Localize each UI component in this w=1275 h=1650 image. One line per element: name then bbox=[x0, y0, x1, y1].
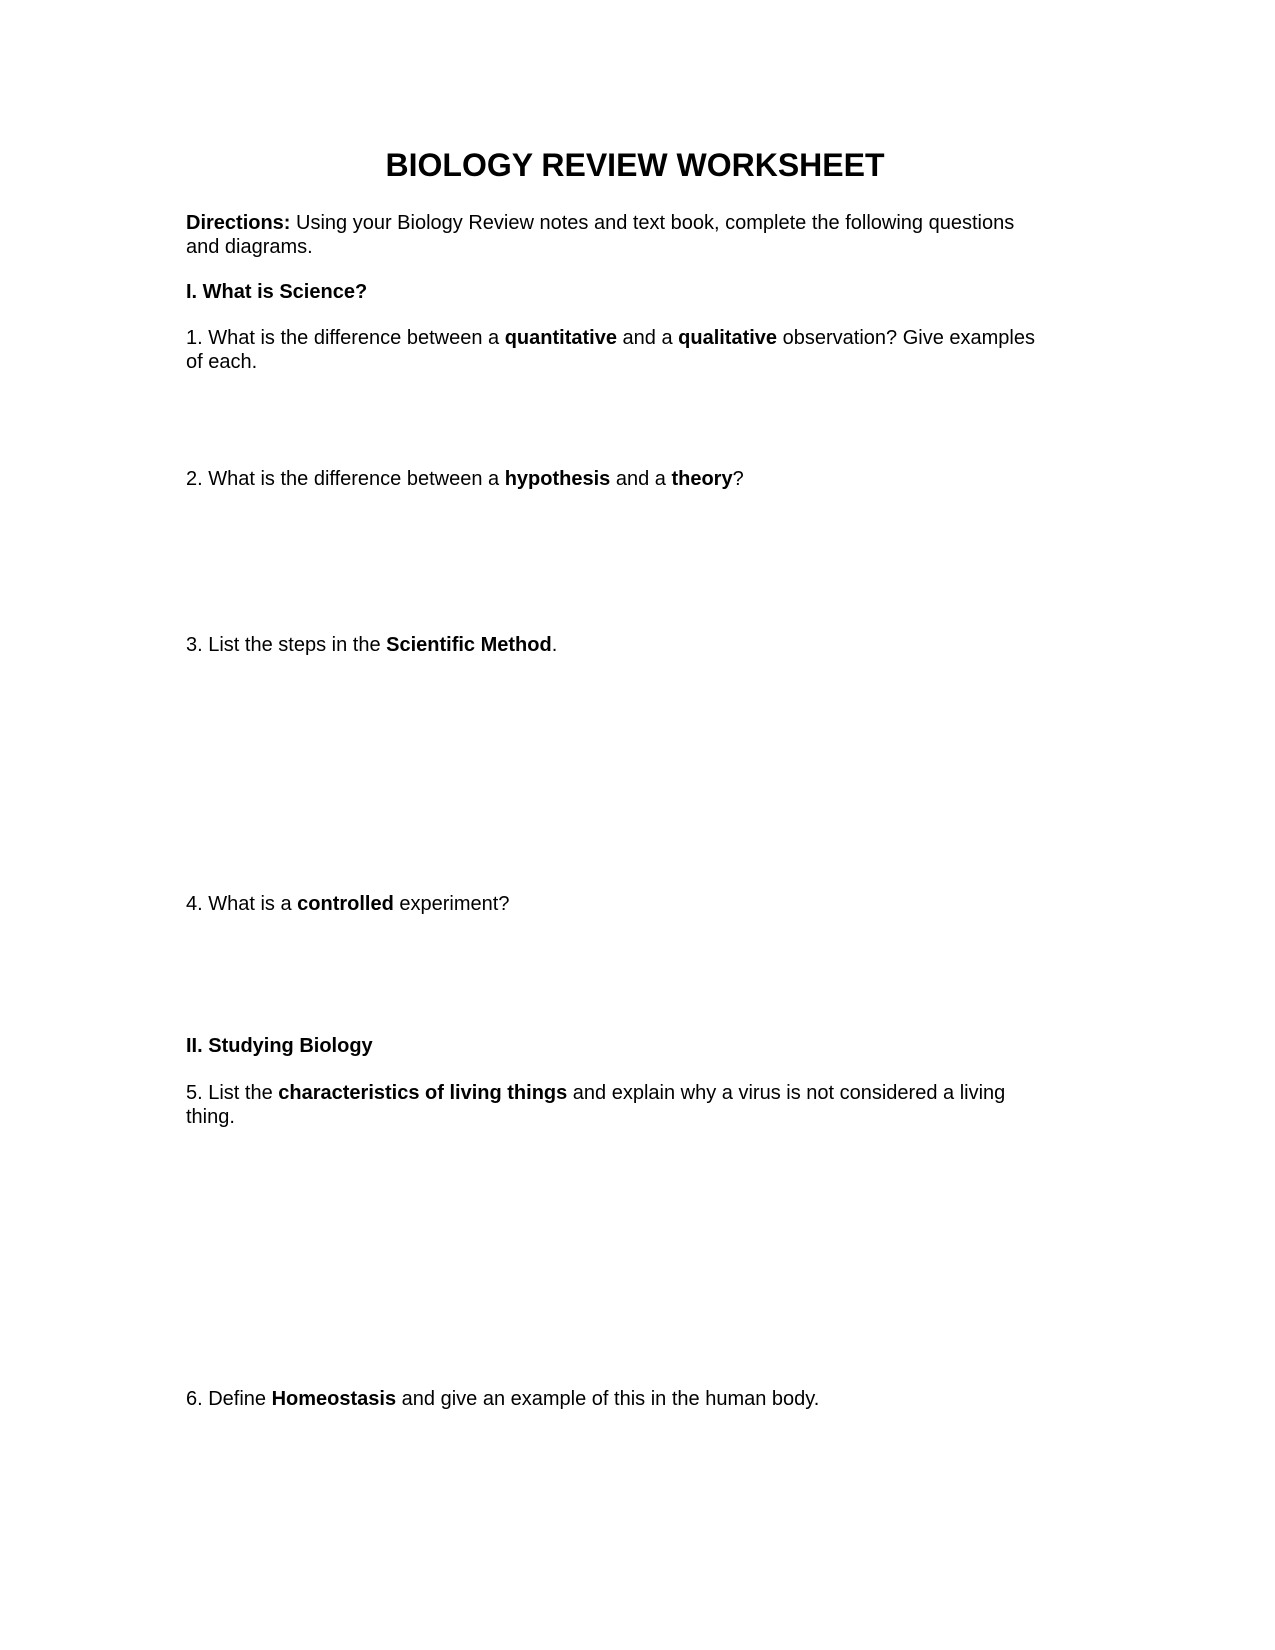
term-hypothesis: hypothesis bbox=[504, 468, 611, 490]
question-5-line-1: 5. List the characteristics of living things and explain why a virus is not considered a living bbox=[186, 1082, 1006, 1104]
term-quantitative: quantitative bbox=[504, 327, 617, 349]
section-heading-1: I. What is Science? bbox=[186, 281, 368, 303]
question-4: 4. What is a controlled experiment? bbox=[186, 893, 510, 915]
term-controlled: controlled bbox=[297, 893, 394, 915]
term-scientific-method: Scientific Method bbox=[386, 634, 552, 656]
term-theory: theory bbox=[671, 468, 733, 490]
directions-label: Directions: bbox=[186, 212, 291, 234]
term-homeostasis: Homeostasis bbox=[271, 1388, 397, 1410]
directions-line-1 bbox=[186, 211, 1086, 235]
term-characteristics: characteristics of living things bbox=[278, 1082, 568, 1104]
question-2: 2. What is the difference between a hypothesis and a theory? bbox=[186, 468, 744, 490]
directions-line-2: and diagrams. bbox=[186, 236, 313, 258]
question-1 bbox=[186, 326, 1086, 374]
question-1-line-1: 1. What is the difference between a quantitative and a qualitative observation? Give examples bbox=[186, 327, 1035, 349]
question-5-line-2: thing. bbox=[186, 1106, 235, 1128]
directions-text: Using your Biology Review notes and text book, complete the following questions bbox=[296, 212, 1015, 234]
page-title: BIOLOGY REVIEW WORKSHEET bbox=[385, 147, 885, 183]
section-heading-2: II. Studying Biology bbox=[186, 1035, 373, 1057]
question-3: 3. List the steps in the Scientific Method. bbox=[186, 634, 558, 656]
question-6: 6. Define Homeostasis and give an example of this in the human body. bbox=[186, 1388, 820, 1410]
directions bbox=[186, 211, 1086, 259]
term-qualitative: qualitative bbox=[678, 327, 778, 349]
question-5 bbox=[186, 1081, 1086, 1129]
question-1-line-2: of each. bbox=[186, 351, 258, 373]
